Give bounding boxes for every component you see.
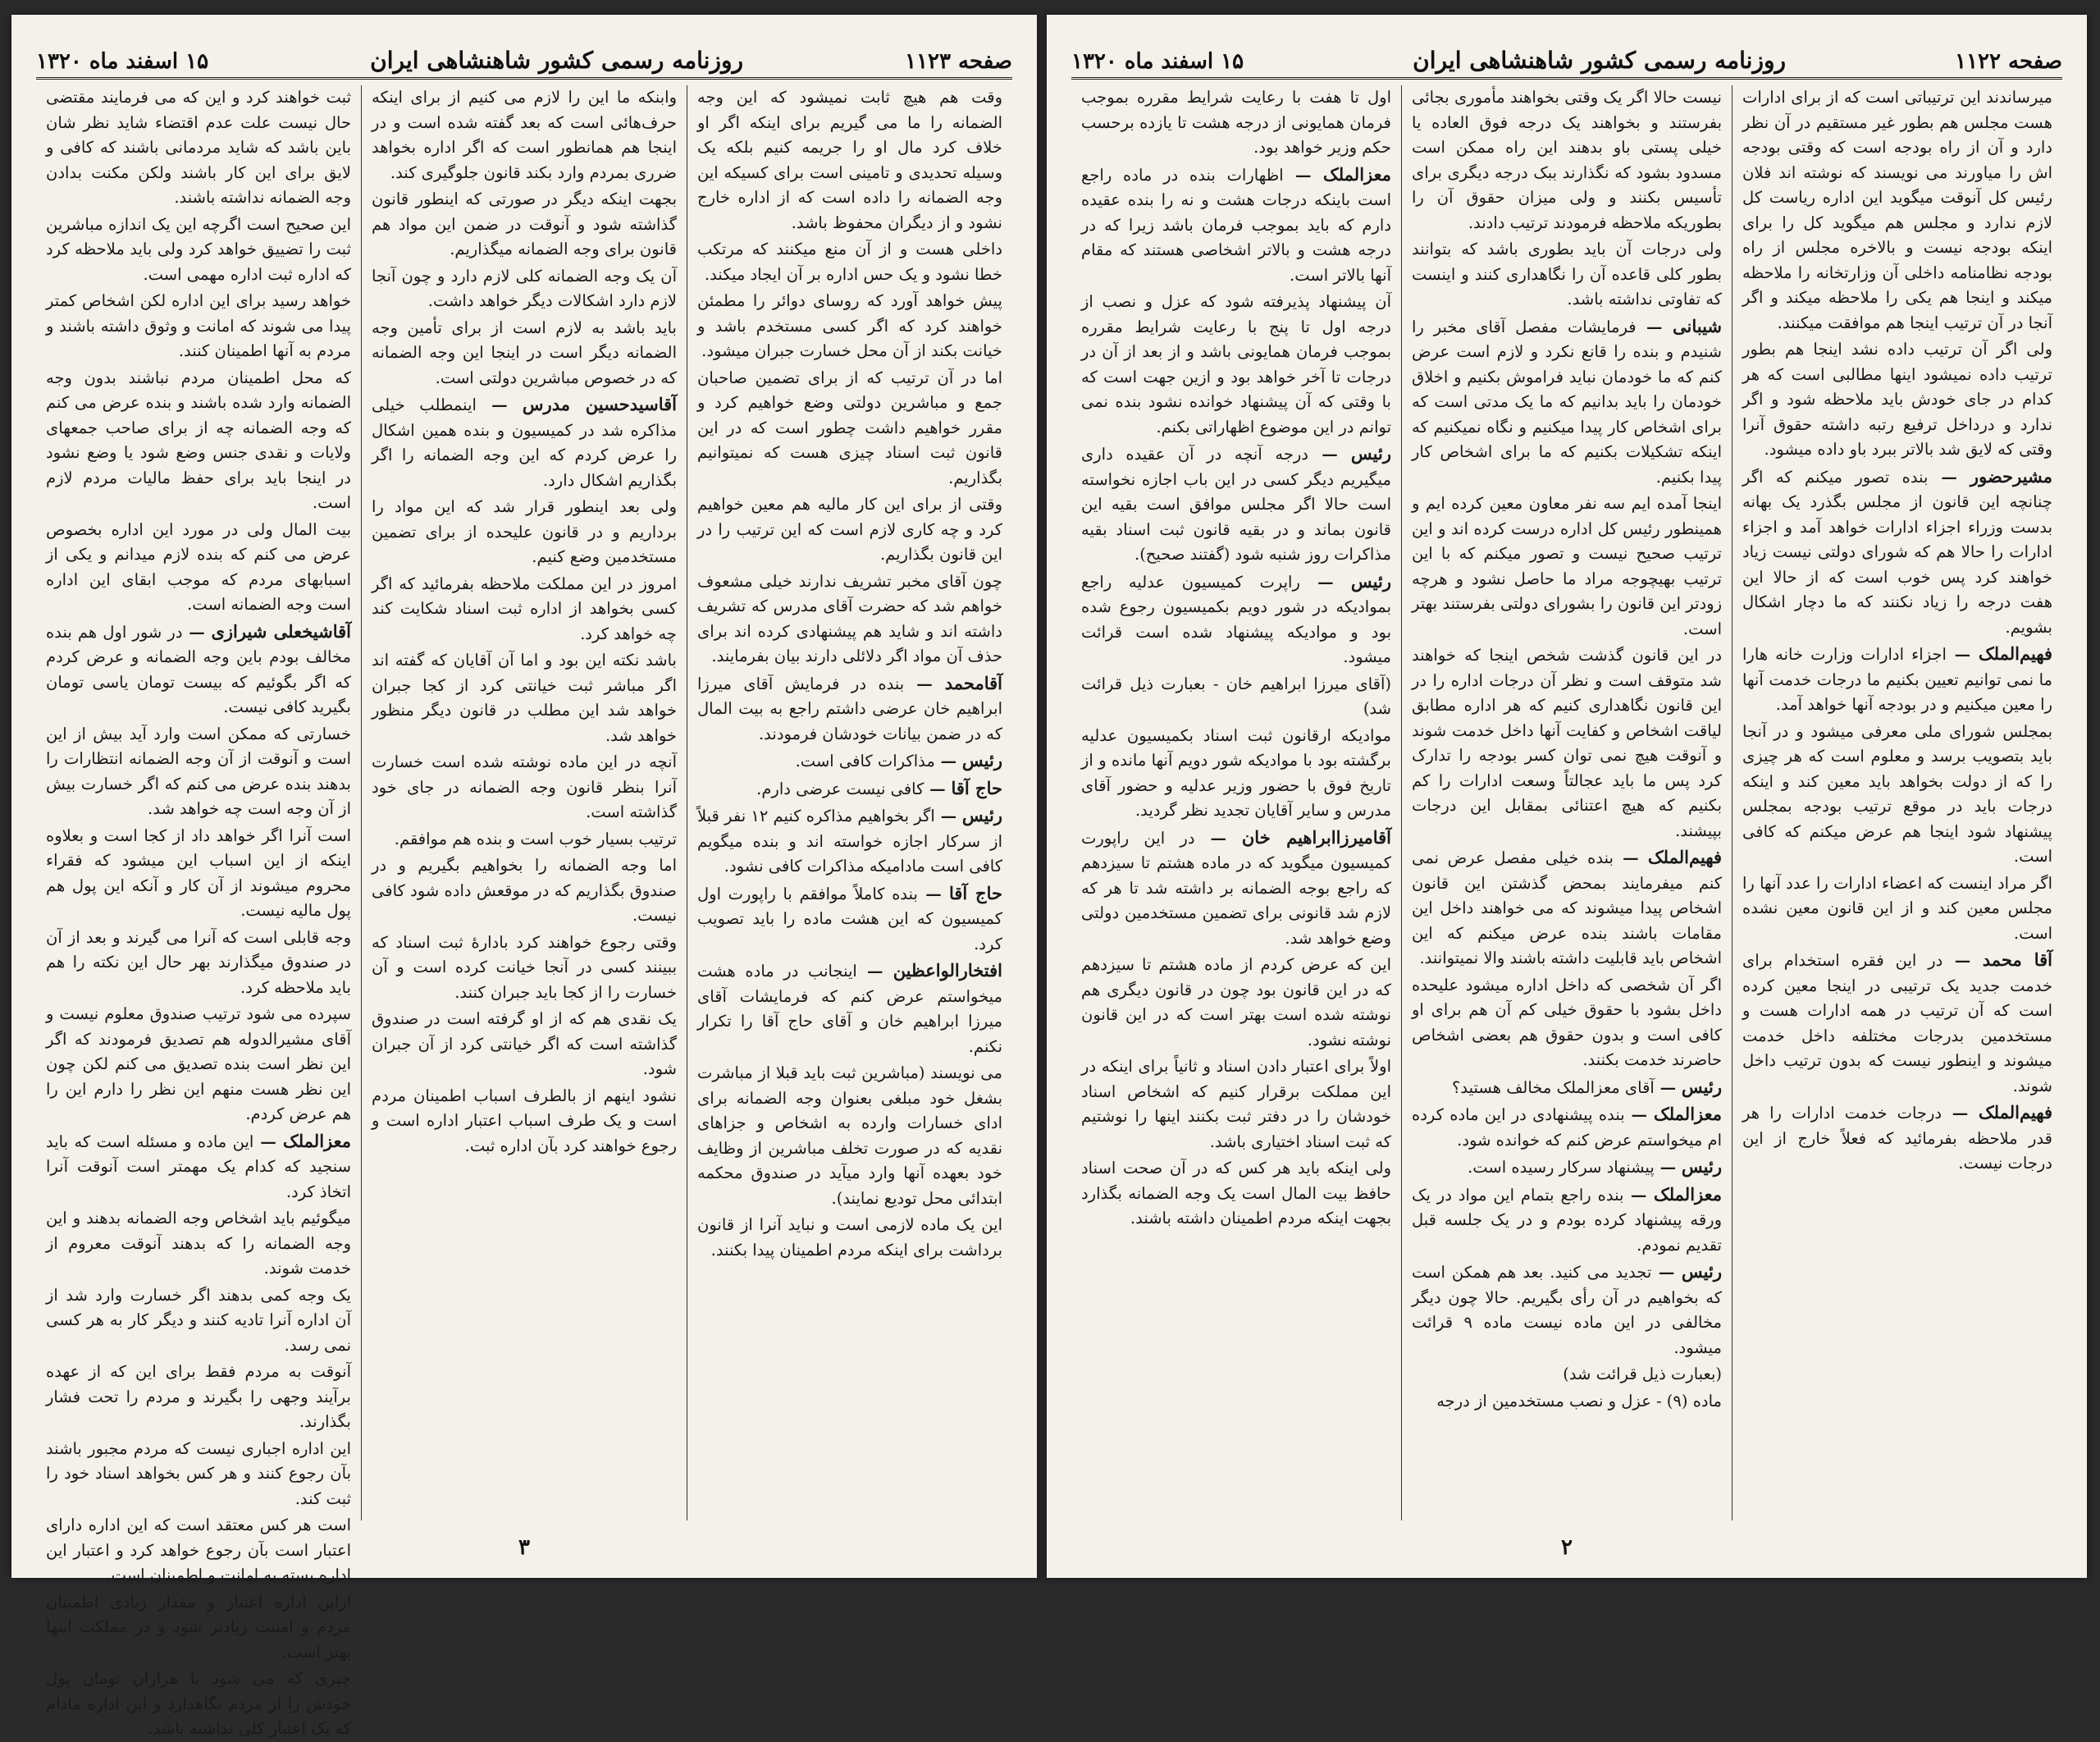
paragraph-text: بنده پیشنهادی در این ماده کرده ام میخواستم عرض کنم که خوانده شود. [1412, 1105, 1722, 1150]
paragraph-text: ولی بعد اینطور قرار شد که این مواد را برداریم و در قانون علیحده از برای تضمین مستخدمین وضع کنیم. [372, 497, 677, 566]
article-paragraph [697, 1213, 1002, 1263]
speaker-name: حاج آقا [951, 777, 1002, 798]
paragraph-text: خسارتی که ممکن است وارد آید بیش از این است و آنوقت از آن وجه الضمانه انتظارات را بدهند بنده عرض می کنم که اگر خسارت بیش از آن وجه است چه خواهد شد. [46, 724, 351, 818]
paragraph-text: وجه قابلی است که آنرا می گیرند و بعد از آن در صندوق میگذارند بهر حال این نکته را هم باید ملاحظه کرد. [46, 927, 351, 997]
speaker-name: افتخارالواعظین [892, 960, 1002, 981]
paragraph-text: ماده (۹) - عزل و نصب مستخدمین از درجه [1436, 1391, 1722, 1411]
article-paragraph [1412, 492, 1722, 642]
paragraph-text: آنوقت به مردم فقط برای این که از عهده برآیند وجهی را بگیرند و مردم را تحت فشار بگذارند. [46, 1362, 351, 1431]
article-paragraph [1081, 953, 1391, 1053]
paragraph-text: باشد نکته این بود و اما آن آقایان که گفته اند اگر مباشر ثبت خیانتی کرد از کجا جبران خواهد شد این مطلب در قانون دیگر منظور خواهد شد. [372, 651, 677, 745]
paragraph-text: در این قانون گذشت شخص اینجا که خواهند شد متوقف است و نظر آن درجات اداره را در این قانون نگاهداری کنیم که هر اداره مطابق لیاقت اشخاص و کفایت آنها داخل خدمت شوند و آنوقت هیچ نمی توان کسر بودجه را تدارک کرد پس ما باید عجالتاً وسعت ادارات را کم بکنیم که هیچ اعتنائی بمقابل این درجات بپیشند. [1412, 646, 1722, 840]
paragraph-text: آقای معزالملک مخالف هستید؟ [1451, 1077, 1655, 1097]
article-paragraph [46, 1667, 351, 1742]
article-paragraph [697, 569, 1002, 670]
speaker-name: رئیس [961, 805, 1003, 825]
article-paragraph [1081, 290, 1391, 440]
article-paragraph: فهیم‌الملک — اجزاء ادارات وزارت خانه هارا ما نمی توانیم تعیین بکنیم ما درجات خدمت آنها را معین میکنیم و در بودجه آنها خواهد آمد. [1742, 643, 2052, 714]
paragraph-text: وقتی از برای این کار مالیه هم معین خواهیم کرد و چه کاری لازم است که این ترتیب را در این قانون بگذاریم. [697, 495, 1002, 564]
speaker-name: رئیس [1350, 570, 1391, 592]
article-paragraph: رئیس — تجدید می کنید. بعد هم همکن است که بخواهیم در آن رأی بگیریم. حالا چون دیگر مخالفی در این ماده نیست ماده ۹ قرائت میشود. [1412, 1261, 1722, 1357]
paragraph-text: بجهت اینکه دیگر در صورتی که اینطور قانون گذاشته شود و آنوقت در ضمن این مواد هم قانون برای وجه الضمانه میگذاریم. [372, 190, 677, 258]
article-paragraph [46, 1283, 351, 1359]
speaker-name: فهیم‌الملک [1647, 847, 1723, 867]
article-paragraph: آقاشیخعلی شیرازی — در شور اول هم بنده مخالف بودم باین وجه الضمانه و عرض کردم که اگر بگوئیم که بیست تومان یاسی تومان بگیرید کافی نیست. [46, 620, 351, 716]
article-paragraph [1412, 237, 1722, 313]
page-footer-number: ۲ [1561, 1535, 1573, 1560]
article-paragraph [1412, 1362, 1722, 1388]
paragraph-text: در این فقره استخدام برای خدمت جدید یک ترتیبی در اینجا معین کرده است که آن ترتیب در همه ادارات هست و مستخدمین بدرجات مختلفه داخل خدمت میشوند و اینطور نیست که بدون ترتیب داخل شوند. [1742, 951, 2052, 1095]
paragraph-text: میرساندند این ترتیباتی است که از برای ادارات هست مجلس هم بطور غیر مستقیم در آن نظر دارد و آن از راه بودجه است که وقتی بودجه اش را میاورند می نویسند که نوشته اند فلان رئیس کل آنوقت میگوید این اداره ریاست کل لازم ندارد و مجلس هم میگوید کل را برای اینکه بودجه نیست و بالاخره مجلس از راه بودجه نظامنامه داخلی آن وزارتخانه را ملاحظه میکند و اینجا هم یکی را ملاحظه میکند و اگر آنجا در آن ترتیب اینجا هم موافقت میکنند. [1742, 88, 2052, 332]
paragraph-text: وقتی رجوع خواهند کرد بادارۀ ثبت اسناد که ببینند کسی در آنجا خیانت کرده است و آن خسارت را از کجا باید جبران کنند. [372, 932, 677, 1002]
paragraph-text: اولاً برای اعتبار دادن اسناد و ثانیاً برای اینکه در این مملکت برقرار کنیم که اشخاص اسناد خودشان را در دفتر ثبت بکنند اینها را نوشتیم که ثبت اسناد اختیاری باشد. [1081, 1057, 1391, 1151]
paragraph-text: پیشنهاد سرکار رسیده است. [1468, 1158, 1655, 1177]
paragraph-text: اجزاء ادارات وزارت خانه هارا ما نمی توانیم تعیین بکنیم ما درجات خدمت آنها را معین میکنیم و در بودجه آنها خواهد آمد. [1742, 645, 2052, 714]
paragraph-text: آن پیشنهاد پذیرفته شود که عزل و نصب از درجه اول تا پنج با رعایت شرایط مقرره بموجب فرمان همایونی باشد و از بعد از آن در درجات تا آخر خواهد بود و ازین جهت است که با وقتی که آن پیشنهاد خوانده نشود بنده نمی توانم در این موضوع اظهاراتی بکنم. [1081, 292, 1391, 437]
article-paragraph: رئیس — درجه آنچه در آن عقیده داری میگیریم دیگر کسی در این باب اجازه نخواسته است حالا اگر مجلس موافق است بقیه این قانون بماند و در بقیه قانون ثبت اسناد بقیه مذاکرات روز شنبه شود (گفتند صحیح). [1081, 443, 1392, 564]
article-paragraph: مشیرحضور — بنده تصور میکنم که اگر چنانچه این قانون از مجلس بگذرد یک بهانه بدست وزراء اجزاء ادارات خواهد آمد و اجزاء ادارات را حالا هم که شورای دولتی نیست زیاد خواهند کرد پس خوب است که از حالا این هفت درجه را زیاد نکنند که ما دچار اشکال بشویم. [1742, 465, 2053, 637]
text-column-2 [1401, 85, 1732, 1520]
speaker-name: رئیس [1681, 1261, 1722, 1282]
paragraph-text: (آقای میرزا ابراهیم خان - بعبارت ذیل قرائت شد) [1081, 674, 1391, 718]
paragraph-text: می نویسند (مباشرین ثبت باید قبلا از مباشرت بشغل خود مبلغی بعنوان وجه الضمانه برای ادای خسارات وارده به اشخاص و جزاهای نقدیه که در صورت تخلف مباشرین از وظایف خود بعهده آنها وارد میآید در صندوق محکمه ابتدائی محل تودیع نمایند). [697, 1063, 1002, 1208]
article-paragraph: رئیس — آقای معزالملک مخالف هستید؟ [1451, 1076, 1722, 1097]
article-paragraph: افتخارالواعظین — اینجانب در ماده هشت میخواستم عرض کنم که فرمایشات آقای میرزا ابراهیم خان و آقای حاج آقا را تکرار نکنم. [697, 960, 1002, 1056]
article-paragraph [372, 750, 677, 825]
article-paragraph: رئیس — پیشنهاد سرکار رسیده است. [1468, 1156, 1722, 1177]
paragraph-text: که محل اطمینان مردم نباشند بدون وجه الضمانه وارد شده باشند و بنده عرض می کنم که وجه الضمانه چه از برای صاحب جمعهای ولایات و نقدی جنس وضع شود یا وضع نشود در اینجا باید برای حفظ مالیات مردم لازم است. [46, 368, 351, 512]
article-paragraph [697, 237, 1002, 287]
paragraph-text: آن یک وجه الضمانه کلی لازم دارد و چون آنجا لازم دارد اشکالات دیگر خواهد داشت. [372, 266, 677, 310]
paragraph-text: درجه آنچه در آن عقیده داری میگیریم دیگر کسی در این باب اجازه نخواسته است حالا اگر مجلس موافق است بقیه این قانون بماند و در بقیه قانون ثبت اسناد بقیه مذاکرات روز شنبه شود (گفتند صحیح). [1081, 445, 1391, 564]
speaker-name: حاج آقا [949, 882, 1002, 903]
paragraph-text: یک نقدی هم که از او گرفته است در صندوق گذاشته است که اگر خیانتی کرد از آن جبران شود. [372, 1009, 677, 1078]
issue-date: ۱۵ اسفند ماه ۱۳۲۰ [1071, 49, 1244, 74]
article-paragraph: آقا محمد — در این فقره استخدام برای خدمت جدید یک ترتیبی در اینجا معین کرده است که آن ترتیب در همه ادارات هست و مستخدمین بدرجات مختلفه داخل خدمت میشوند و اینطور نیست که بدون ترتیب داخل شوند. [1742, 949, 2052, 1095]
paragraph-text: این یک ماده لازمی است و نباید آنرا از قانون برداشت برای اینکه مردم اطمینان پیدا بکنند. [697, 1215, 1002, 1260]
article-paragraph [46, 1360, 351, 1435]
article-paragraph [1081, 672, 1391, 722]
paragraph-text: ازاین اداره اعتبار و مقدار زیادی اطمینان مردم و امنیت زیادتر شود و در مملکت اینها بهتر است. [46, 1592, 351, 1662]
paragraph-text: این که عرض کردم از ماده هشتم تا سیزدهم که در این قانون بود چون در قانون دیگری هم نوشته شده است بهتر است که در این قانون نوشته نشود. [1081, 955, 1391, 1049]
article-paragraph [372, 316, 677, 391]
paragraph-text: چیزی که می شود با هزاران تومان پول خودش را از مردم نگاهدارد و این اداره مادام که یک اعتبار کلی نداشته باشد. [46, 1669, 351, 1738]
paragraph-text: کافی نیست عرضی دارم. [756, 779, 924, 798]
paragraph-text: ولی اگر آن ترتیب داده نشد اینجا هم بطور ترتیب داده نمیشود اینها مطالبی است که هر کدام در جای خودش باید ملاحظه شود و اگر ندارد و درداخل ترفیع رتبه داشته حقوق آنرا وقتی که لایق شد بالاتر ببرد باو داده میشود. [1742, 340, 2052, 459]
paragraph-text: تجدید می کنید. بعد هم همکن است که بخواهیم در آن رأی بگیریم. حالا چون دیگر مخالفی در این ماده نیست ماده ۹ قرائت میشود. [1412, 1263, 1722, 1357]
paragraph-text: امروز در این مملکت ملاحظه بفرمائید که اگر کسی بخواهد از اداره ثبت اسناد شکایت کند چه خواهد کرد. [372, 574, 677, 643]
paragraph-text: این اداره اجباری نیست که مردم مجبور باشند بآن رجوع کنند و هر کس بخواهد اسناد خود را ثبت کند. [46, 1438, 351, 1508]
article-paragraph: آقامیرزاابراهیم خان — در این راپورت کمیسیون میگوید که در ماده هشتم تا سیزدهم که راجع بوجه الضمانه بر داشته شد تا هر که لازم شد قانونی برای تضمین مستخدمین دولتی وضع خواهد شد. [1081, 826, 1392, 948]
article-paragraph: رئیس — مذاکرات کافی است. [795, 750, 1002, 770]
article-paragraph [1742, 337, 2052, 463]
paragraph-text: بنده در فرمایش آقای میرزا ابراهیم خان عرضی داشتم راجع به بیت المال که در ضمن بیانات خودشان فرمودند. [697, 674, 1002, 743]
article-paragraph: رئیس — اگر بخواهیم مذاکره کنیم ۱۲ نفر قبلاً از سرکار اجازه خواسته اند و بنده میگویم کافی است مادامیکه مذاکرات کافی نشود. [697, 805, 1003, 876]
article-paragraph: آقامحمد — بنده در فرمایش آقای میرزا ابراهیم خان عرضی داشتم راجع به بیت المال که در ضمن بیانات خودشان فرمودند. [697, 672, 1003, 743]
speaker-name: رئیس [961, 750, 1002, 770]
speaker-name: رئیس [1681, 1076, 1722, 1097]
article-paragraph [372, 1084, 677, 1159]
article-paragraph: معزالملک — این ماده و مسئله است که باید سنجید که کدام یک مهمتر است آنوقت آنرا اتخاذ کرد. [46, 1130, 351, 1201]
speaker-name: معزالملک [1322, 163, 1391, 185]
paragraph-text: راپرت کمیسیون عدلیه راجع بموادیکه در شور دویم بکمیسیون رجوع شده بود و موادیکه پیشنهاد شده است قرائت میشود. [1081, 572, 1391, 666]
article-paragraph [1081, 85, 1391, 161]
page-header [1071, 38, 2062, 80]
paragraph-text: بیت المال ولی در مورد این اداره بخصوص عرض می کنم که بنده لازم میدانم و یکی از اسبابهای مردم که موجب ابقای این اداره است وجه الضمانه است. [46, 519, 351, 614]
speaker-name: معزالملک [1653, 1183, 1722, 1205]
speaker-name: مشیرحضور [1970, 465, 2053, 487]
article-paragraph: آقاسیدحسین مدرس — اینمطلب خیلی مذاکره شد در کمیسیون و بنده همین اشکال را عرض کردم که این وجه الضمانه را اگر بگذاریم اشکال دارد. [372, 394, 678, 490]
article-paragraph [46, 926, 351, 1001]
paragraph-text: در این راپورت کمیسیون میگوید که در ماده هشتم تا سیزدهم که راجع بوجه الضمانه بر داشته شد تا هر که لازم شد قانونی برای تضمین مستخدمین دولتی وضع خواهد شد. [1081, 828, 1391, 948]
article-paragraph [46, 518, 351, 618]
article-paragraph [372, 572, 677, 647]
article-paragraph [697, 85, 1002, 235]
paragraph-text: پیش خواهد آورد که روسای دوائر را مطمئن خواهند کرد که اگر کسی مستخدم باشد و خیانت بکند از آن محل خسارت جبران میشود. [697, 291, 1002, 360]
article-paragraph [1412, 85, 1722, 235]
article-paragraph [46, 1002, 351, 1127]
article-paragraph [46, 722, 351, 822]
paragraph-text: نیست حالا اگر یک وقتی بخواهند مأموری بجائی بفرستند و بخواهند یک درجه فوق العاده یا خیلی پستی باو بدهند این راه ممکن است مسدود بشود که نگذارند ببک درجه دیگری برای تأسیس بکنند و ولی میزان حقوق آن را بطوریکه ملاحظه فرمودند ترتیب دادند. [1412, 88, 1722, 232]
paragraph-text: این ماده و مسئله است که باید سنجید که کدام یک مهمتر است آنوقت آنرا اتخاذ کرد. [46, 1132, 351, 1201]
paragraph-text: بمجلس شورای ملی معرفی میشود و در آنجا باید بتصویب برسد و معلوم است که هر چیزی را که از دولت بخواهد باید معین کند و اینکه درجات باید در موقع ترتیب بودجه بمجلس پیشنهاد شود اینجا هم عرض میکنم که کافی است. [1742, 721, 2052, 866]
paragraph-text: اگر مراد اینست که اعضاء ادارات را عدد آنها را مجلس معین کند و از این قانون معین نشده است. [1742, 873, 2052, 943]
speaker-name: آقاسیدحسین مدرس [522, 394, 678, 414]
page-header [36, 38, 1012, 80]
speaker-name: فهیم‌الملک [1978, 1102, 2053, 1122]
article-paragraph: حاج آقا — کافی نیست عرضی دارم. [756, 777, 1002, 798]
issue-date: ۱۵ اسفند ماه ۱۳۲۰ [36, 49, 209, 74]
article-paragraph [372, 827, 677, 853]
paragraph-text: سپرده می شود ترتیب صندوق معلوم نیست و آقای مشیرالدوله هم تصدیق فرمودند که اگر این نظر است بنده تصدیق می کنم لکن چون این نظر هست منهم این نظر را دارم این را هم عرض کردم. [46, 1004, 351, 1123]
article-paragraph [1081, 1156, 1391, 1232]
paragraph-text: بنده راجع بتمام این مواد در یک ورقه پیشنهاد کرده بودم و در یک جلسه قبل تقدیم نمودم. [1412, 1185, 1722, 1255]
newspaper-page-right [1047, 15, 2087, 1578]
page-footer-number: ۳ [518, 1535, 530, 1560]
article-paragraph [372, 1007, 677, 1082]
article-paragraph [46, 1206, 351, 1282]
article-paragraph [372, 853, 677, 929]
article-paragraph [372, 187, 677, 263]
article-paragraph [46, 824, 351, 924]
paragraph-text: اینجانب در ماده هشت میخواستم عرض کنم که فرمایشات آقای میرزا ابراهیم خان و آقای حاج آقا را تکرار نکنم. [697, 962, 1002, 1056]
paragraph-text: ترتیب بسیار خوب است و بنده هم موافقم. [394, 829, 677, 848]
article-paragraph: شیبانی — فرمایشات مفصل آقای مخبر را شنیدم و بنده را قانع نکرد و لازم است عرض کنم که ما خودمان نباید فراموش بکنیم و اخلاق خودمان را باید بدانیم که ما یک مدتی است که برای اشخاص کار پیدا میکنیم و نگاه نمیکنیم که اینکه تشکیلات بکنیم که ما برای اشخاص کار پیدا بکنیم. [1412, 315, 1723, 487]
article-paragraph: فهیم‌الملک — بنده خیلی مفصل عرض نمی کنم میفرمایند بمحض گذشتن این قانون اشخاص پیدا میشوند که می خواهند داخل این مقامات باشند بنده عرض میکنم که این اشخاص باید قابلیت داشته باشند والا نمیتوانند. [1412, 847, 1723, 967]
paragraph-text: اینمطلب خیلی مذاکره شد در کمیسیون و بنده همین اشکال را عرض کردم که این وجه الضمانه را اگر بگذاریم اشکال دارد. [372, 395, 677, 490]
text-column-3 [36, 85, 361, 1738]
paragraph-text: ثبت خواهند کرد و این که می فرمایند مقتضی حال نیست علت عدم اقتضاء شاید نظر شان باین باشد که شاید مردمانی باشند که کافی و لایق برای این کار باشند ولکن مکنت بدادن وجه الضمانه نداشته باشند. [46, 88, 351, 207]
article-paragraph [697, 1061, 1002, 1211]
paragraph-text: ولی اینکه باید هر کس که در آن صحت اسناد حافظ بیت المال است یک وجه الضمانه بگذارد بجهت اینکه مردم اطمینان داشته باشند. [1081, 1159, 1391, 1228]
paragraph-text: فرمایشات مفصل آقای مخبر را شنیدم و بنده را قانع نکرد و لازم است عرض کنم که ما خودمان نباید فراموش بکنیم و اخلاق خودمان را باید بدانیم که ما یک مدتی است که برای اشخاص کار پیدا میکنیم و نگاه نمیکنیم که اینکه تشکیلات بکنیم که ما برای اشخاص کار پیدا بکنیم. [1412, 317, 1722, 487]
newspaper-page-left [11, 15, 1037, 1738]
article-paragraph [46, 366, 351, 516]
speaker-name: رئیس [1681, 1156, 1722, 1177]
article-paragraph: معزالملک — بنده راجع بتمام این مواد در یک ورقه پیشنهاد کرده بودم و در یک جلسه قبل تقدیم نمودم. [1412, 1183, 1722, 1255]
article-paragraph [46, 85, 351, 211]
speaker-name: آقاشیخعلی شیرازی [211, 620, 351, 642]
newspaper-title: روزنامه رسمی کشور شاهنشاهی ایران [370, 47, 744, 74]
paragraph-text: نشود اینهم از بالطرف اسباب اطمینان مردم است و یک طرف اسباب اعتبار اداره است و رجوع خواهند کرد بآن اداره ثبت. [372, 1086, 677, 1155]
paragraph-text: (بعبارت ذیل قرائت شد) [1563, 1365, 1722, 1383]
article-paragraph [372, 648, 677, 748]
article-paragraph [697, 366, 1002, 492]
paragraph-text: اما وجه الضمانه را بخواهیم بگیریم و در صندوق بگذاریم که در موقعش داده شود کافی نیست. [372, 856, 677, 925]
article-paragraph [46, 213, 351, 288]
article-paragraph: فهیم‌الملک — درجات خدمت ادارات را هر قدر ملاحظه بفرمائید که فعلاً خارج از این درجات نیست. [1742, 1102, 2053, 1173]
text-column-2 [361, 85, 687, 1520]
speaker-name: شیبانی [1672, 315, 1723, 336]
paragraph-text: وابنکه ما این را لازم می کنیم از برای اینکه حرف‌هائی است که بعد گفته شده است و در اینجا هم همانطور است که اگر اداره بخواهد ضرری بمردم وارد بکند قانون جلوگیری کند. [372, 88, 677, 182]
paragraph-text: اگر آن شخصی که داخل اداره میشود علیحده داخل بشود با حقوق خیلی کم آن هم برای او کافی است و بدون حقوق هم بعضی اشخاص حاضرند خدمت بکنند. [1412, 975, 1722, 1069]
paragraph-text: مذاکرات کافی است. [795, 752, 935, 770]
paragraph-text: باید باشد به لازم است از برای تأمین وجه الضمانه دیگر است در اینجا این وجه الضمانه که در خصوص مباشرین دولتی است. [372, 318, 677, 387]
article-paragraph [1742, 85, 2052, 336]
article-paragraph [46, 289, 351, 364]
page-number-label: صفحه ۱۱۲۲ [1955, 49, 2062, 74]
paragraph-text: است آنرا اگر خواهد داد از کجا است و بعلاوه اینکه از این اسباب این میشود که فقراء محروم میشوند از آن کار و آنکه این پول هم پول مالیه نیست. [46, 825, 351, 920]
paragraph-text: موادیکه ارقانون ثبت اسناد بکمیسیون عدلیه برگشته بود با موادیکه شور دویم آنها مانده و از تاریخ فوق با حضور وزیر عدلیه و حضور آقای مدرس و سایر آقایان تجدید نظر گردید. [1081, 725, 1391, 820]
article-paragraph [697, 289, 1002, 364]
article-paragraph: معزالملک — بنده پیشنهادی در این ماده کرده ام میخواستم عرض کنم که خوانده شود. [1412, 1104, 1722, 1150]
article-paragraph: معزالملک — اظهارات بنده در ماده راجع است باینکه درجات هشت و نه را بنده عقیده دارم که باید بموجب فرمان باشد زیرا که در درجه هشت و بالاتر اشخاصی هستند که مقام آنها بالاتر است. [1081, 163, 1391, 285]
paragraph-text: یک وجه کمی بدهند اگر خسارت وارد شد از آن اداره آنرا تادیه کنند و دیگر کار به هر کسی نمی رسد. [46, 1285, 351, 1355]
article-paragraph [372, 85, 677, 185]
paragraph-text: داخلی هست و از آن منع میکنند که مرتکب خطا نشود و یک حس اداره بر آن ایجاد میکند. [697, 240, 1002, 284]
paragraph-text: اما در آن ترتیب که از برای تضمین صاحبان جمع و مباشرین دولتی وضع خواهیم کرد و مقرر خواهیم داشت چطور است که در این قانون ثبت اسناد چیزی هست که نمیتوانیم بگذاریم. [697, 368, 1002, 487]
paragraph-text: این صحیح است اگرچه این یک اندازه مباشرین ثبت را تضییق خواهد کرد ولی باید ملاحظه کرد که اداره ثبت اداره مهمی است. [46, 214, 351, 284]
paragraph-text: میگوئیم باید اشخاص وجه الضمانه بدهند و این وجه الضمانه را که بدهند آنوقت معروم از خدمت شوند. [46, 1209, 351, 1278]
paragraph-text: بنده کاملاً موافقم با راپورت اول کمیسیون که این هشت ماده را باید تصویب کرد. [697, 884, 1002, 953]
paragraph-text: بنده خیلی مفصل عرض نمی کنم میفرمایند بمحض گذشتن این قانون اشخاص پیدا میشوند که می خواهند داخل این مقامات باشند بنده عرض میکنم که این اشخاص باید قابلیت داشته باشند والا نمیتوانند. [1412, 848, 1722, 967]
paragraph-text: بنده تصور میکنم که اگر چنانچه این قانون از مجلس بگذرد یک بهانه بدست وزراء اجزاء ادارات خواهد آمد و اجزاء ادارات را حالا هم که شورای دولتی نیست زیاد خواهند کرد پس خوب است که از حالا این هفت درجه را زیاد نکنند که ما دچار اشکال بشویم. [1742, 467, 2052, 637]
article-paragraph [46, 1590, 351, 1666]
article-paragraph [372, 264, 677, 314]
article-paragraph [1742, 871, 2052, 947]
page-columns [1071, 85, 2062, 1520]
paragraph-text: اگر بخواهیم مذاکره کنیم ۱۲ نفر قبلاً از سرکار اجازه خواسته اند و بنده میگویم کافی است مادامیکه مذاکرات کافی نشود. [697, 807, 1002, 876]
speaker-name: معزالملک [1653, 1104, 1722, 1124]
paragraph-text: آنچه در این ماده نوشته شده است خسارت آنرا بنظر قانون وجه الضمانه در جای خود گذاشته است. [372, 752, 677, 821]
article-paragraph: حاج آقا — بنده کاملاً موافقم با راپورت اول کمیسیون که این هشت ماده را باید تصویب کرد. [697, 882, 1002, 953]
article-paragraph [1742, 720, 2052, 870]
paragraph-text: وقت هم هیچ ثابت نمیشود که این وجه الضمانه را ما می گیریم برای اینکه اگر او خلاف کرد مال او را جریمه کنیم بلکه یک وسیله تحدیدی و تامینی است برای کسیکه این وجه الضمانه را داده است که از اداره خارج نشود و از دیگران محفوظ باشد. [697, 88, 1002, 232]
newspaper-title: روزنامه رسمی کشور شاهنشاهی ایران [1413, 47, 1787, 74]
paragraph-text: اول تا هفت با رعایت شرایط مقرره بموجب فرمان همایونی از درجه هشت تا یازده برحسب حکم وزیر خواهد بود. [1081, 88, 1391, 157]
article-paragraph: رئیس — راپرت کمیسیون عدلیه راجع بموادیکه در شور دویم بکمیسیون رجوع شده بود و موادیکه پیشنهاد شده است قرائت میشود. [1081, 570, 1391, 666]
speaker-name: رئیس [1350, 443, 1392, 464]
text-column-1 [1732, 85, 2062, 1520]
speaker-name: معزالملک [282, 1130, 351, 1151]
article-paragraph [1081, 724, 1391, 824]
paragraph-text: است هر کس معتقد است که این اداره دارای اعتبار است بآن رجوع خواهد کرد و اعتبار این اداره بسته به امانت و اطمینان است. [46, 1516, 351, 1584]
text-column-1 [687, 85, 1012, 1520]
speaker-name: آقامحمد [944, 672, 1003, 693]
article-paragraph [1081, 1054, 1391, 1154]
speaker-name: آقا محمد [1982, 949, 2052, 970]
page-number-label: صفحه ۱۱۲۳ [905, 49, 1012, 74]
paragraph-text: درجات خدمت ادارات را هر قدر ملاحظه بفرمائید که فعلاً خارج از این درجات نیست. [1742, 1104, 2052, 1173]
article-paragraph [372, 495, 677, 570]
paragraph-text: چون آقای مخبر تشریف ندارند خیلی مشعوف خواهم شد که حضرت آقای مدرس که تشریف داشته اند و شاید هم پیشنهادی کرده اند برای حذف آن مواد اگر دلائلی دارند بیان بفرمایند. [697, 571, 1002, 665]
page-columns [36, 85, 1012, 1738]
article-paragraph [1412, 1389, 1722, 1415]
article-paragraph [1412, 973, 1722, 1073]
paragraph-text: در شور اول هم بنده مخالف بودم باین وجه الضمانه و عرض کردم که اگر بگوئیم که بیست تومان یاسی تومان بگیرید کافی نیست. [46, 622, 351, 716]
article-paragraph [46, 1437, 351, 1512]
paragraph-text: اینجا آمده ایم سه نفر معاون معین کرده ایم و همینطور رئیس کل اداره درست کرده اند و این ترتیب صحیح نیست و تصور میکنم که با این ترتیب بهیچوجه مراد ما حاصل نشود و هرچه زودتر این قانون را بشورای دولتی بفرستند بهتر است. [1412, 494, 1722, 638]
speaker-name: آقامیرزاابراهیم خان [1241, 826, 1392, 848]
article-paragraph [1412, 643, 1722, 844]
article-paragraph [372, 930, 677, 1006]
text-column-3 [1071, 85, 1401, 1520]
article-paragraph [697, 492, 1002, 568]
paragraph-text: ولی درجات آن باید بطوری باشد که بتوانند بطور کلی قاعده آن را نگاهداری کنند و اینست که تفاوتی نداشته باشد. [1412, 240, 1722, 309]
speaker-name: فهیم‌الملک [1978, 643, 2052, 664]
paragraph-text: اظهارات بنده در ماده راجع است باینکه درجات هشت و نه را بنده عقیده دارم که باید بموجب فرمان باشد زیرا که در درجه هشت و بالاتر اشخاصی هستند که مقام آنها بالاتر است. [1081, 165, 1391, 285]
paragraph-text: خواهد رسید برای این اداره لکن اشخاص کمتر پیدا می شوند که امانت و وثوق داشته باشند و مردم به آنها اطمینان کنند. [46, 291, 351, 360]
